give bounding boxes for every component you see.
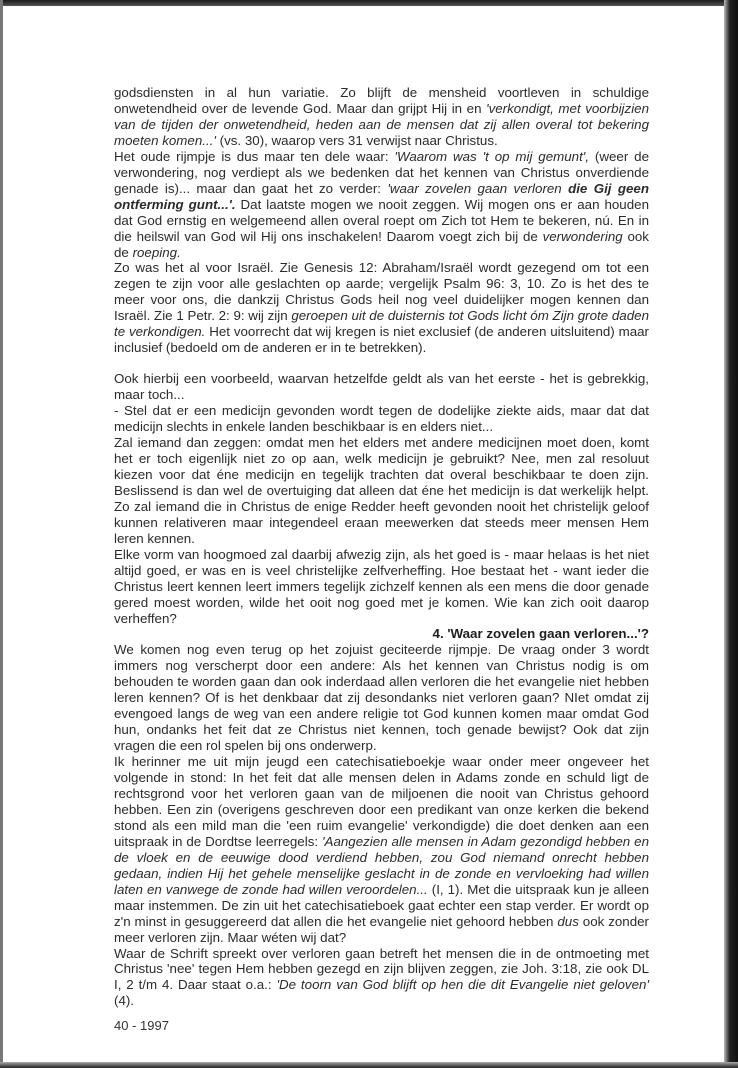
text-run: Zo was het al voor Israël. Zie Genesis 12: Abraham/Israël wordt gezegend om tot een zegen te zijn voor alle geslachten op aarde; vergelijk Psalm 96: 3, 10. Zo is het des te meer voor ons, die dankzij Christus Gods heil nog veel duidelijker mogen kennen dan Israël. Zie 1 Petr. 2: 9: wij zijn (114, 260, 649, 324)
scan-border-bottom (0, 1062, 738, 1068)
rhyme-quote-emphasis: die Gij geen ontferming gunt...'. (114, 180, 649, 212)
text-run: (4). (114, 993, 135, 1009)
section-heading: 4. 'Waar zovelen gaan verloren...'? (432, 626, 649, 642)
paragraph-10 (114, 946, 649, 1010)
paragraph-3 (114, 260, 649, 356)
page-body (114, 85, 649, 1009)
paragraph-8: We komen nog even terug op het zojuist geciteerde rijmpje. De vraag onder 3 wordt immers nog verscherpt door een andere: Als het kennen van Christus nodig is om behouden te worden gaan dan ook inderdaad allen verloren die het evangelie niet hebben leren kennen? Of is het denkbaar dat zij desondanks niet verloren gaan? NIet omdat zij evengoed langs de weg van een andere religie tot God kunnen komen maar omdat God hun, ondanks het feit dat ze Christus niet kennen, toch genade bewijst? Ook dat zijn vragen die een rol spelen bij ons onderwerp. (114, 642, 649, 754)
text-run: (weer de verwondering, nog verdiept als we bedenken dat het kennen van Christus onverdiende genade is)... maar dan gaat het zo verder: (114, 148, 649, 196)
bible-quote: geroepen uit de duisternis tot Gods licht óm Zijn grote daden te verkondigen. (114, 308, 649, 340)
text-run: Dat laatste mogen we nooit zeggen. Wij mogen ons er aan houden dat God ernstig en welgemeend allen overal roept om Zich tot Hem te bekeren, nú. En in die heilswil van God wil Hij ons inschakelen! Daarom voegt zich bij de (114, 196, 649, 244)
emphasis: dus (557, 913, 579, 929)
text-run: Het oude rijmpje is dus maar ten dele waar: (114, 148, 395, 164)
rhyme-quote: 'waar zovelen gaan verloren (387, 180, 569, 196)
paragraph-1 (114, 85, 649, 149)
paragraph-9 (114, 754, 649, 945)
scan-border-right (724, 0, 738, 1068)
text-run: (vs. 30), waarop vers 31 verwijst naar Christus. (215, 132, 498, 148)
paragraph-2 (114, 149, 649, 261)
rhyme-quote: 'Waarom was 't op mij gemunt', (394, 148, 590, 164)
text-run: ook de (114, 228, 649, 260)
scan-border-top (0, 0, 738, 6)
bible-quote: 'verkondigt, met voorbijzien van de tijden der onwetendheid, heden aan de mensen dat zij allen overal tot bekering moeten komen...' (114, 100, 650, 148)
paragraph-4: Ook hierbij een voorbeeld, waarvan hetzelfde geldt als van het eerste - het is gebrekkig, maar toch... (114, 371, 649, 403)
scan-border-left (0, 0, 3, 1068)
paragraph-7: Elke vorm van hoogmoed zal daarbij afwezig zijn, als het goed is - maar helaas is het niet altijd goed, er was en is veel christelijke zelfverheffing. Hoe bestaat het - want ieder die Christus leert kennen leert immers tegelijk zichzelf kennen als een mens die door genade gered moest worden, wilde het ooit nog goed met je komen. Wie kan zich ooit daarop verheffen? (114, 546, 649, 626)
emphasis: roeping. (132, 244, 181, 260)
text-run: ook zonder meer verloren zijn. Maar wéten wij dat? (114, 913, 649, 945)
paragraph-5: - Stel dat er een medicijn gevonden wordt tegen de dodelijke ziekte aids, maar dat dat medicijn slechts in enkele landen beschikbaar is en elders niet... (114, 403, 649, 435)
dordt-canons-quote: 'Aangezien alle mensen in Adam gezondigd hebben en de vloek en de eeuwige dood verdiend hebben, zou God niemand onrecht hebben gedaan, indien Hij het gehele menselijke geslacht in de zonde en vervloeking had willen laten en vanwege de zonde had willen veroordelen... (114, 833, 649, 897)
text-run: Het voorrecht dat wij kregen is niet exclusief (de anderen uitsluitend) maar inclusief (bedoeld om de anderen er in te betrekken). (114, 324, 649, 356)
text-run: Ik herinner me uit mijn jeugd een catechisatieboekje waar onder meer ongeveer het volgende in stond: In het feit dat alle mensen delen in Adams zonde en schuld ligt de rechtsgrond voor het verloren gaan van de miljoenen die nooit van Christus gehoord hebben. Een zin (overigens geschreven door een predikant van onze kerken die bekend stond als een mild man die 'een ruim evangelie' verkondigde) die doet denken aan een uitspraak in de Dordtse leerregels: (114, 754, 649, 849)
paragraph-6: Zal iemand dan zeggen: omdat men het elders met andere medicijnen moet doen, komt het er toch eigenlijk niet zo op aan, welk medicijn je gebruikt? Nee, men zal resoluut kiezen voor dat éne medicijn en tegelijk trachten dat overal beschikbaar te doen zijn. Beslissend is dan wel de overtuiging dat alleen dat éne het medicijn is dat werkelijk helpt. Zo zal iemand die in Christus de enige Redder heeft gevonden nooit het christelijk geloof kunnen relativeren maar integendeel eraan meewerken dat steeds meer mensen Hem leren kennen. (114, 435, 649, 546)
dordt-canons-quote: 'De toorn van God blijft op hen die dit Evangelie niet geloven' (276, 977, 649, 993)
text-run: Waar de Schrift spreekt over verloren gaan betreft het mensen die in de ontmoeting met Christus 'nee' tegen Hem hebben gezegd en zijn blijven zeggen, zie Joh. 3:18, zie ook DL I, 2 t/m 4. Daar staat o.a.: (114, 945, 649, 993)
page-number: 40 - 1997 (114, 1018, 169, 1033)
text-run: (I, 1). Met die uitspraak kun je alleen maar instemmen. De zin uit het catechisatieboek gaat echter een stap verder. Er wordt op z'n minst in gesuggereerd dat allen die het evangelie niet gehoord hebben (114, 881, 649, 929)
emphasis: verwondering (542, 228, 623, 244)
text-run: godsdiensten in al hun variatie. Zo blijft de mensheid voortleven in schuldige onwetendheid over de levende God. Maar dan grijpt Hij in en (114, 85, 649, 116)
